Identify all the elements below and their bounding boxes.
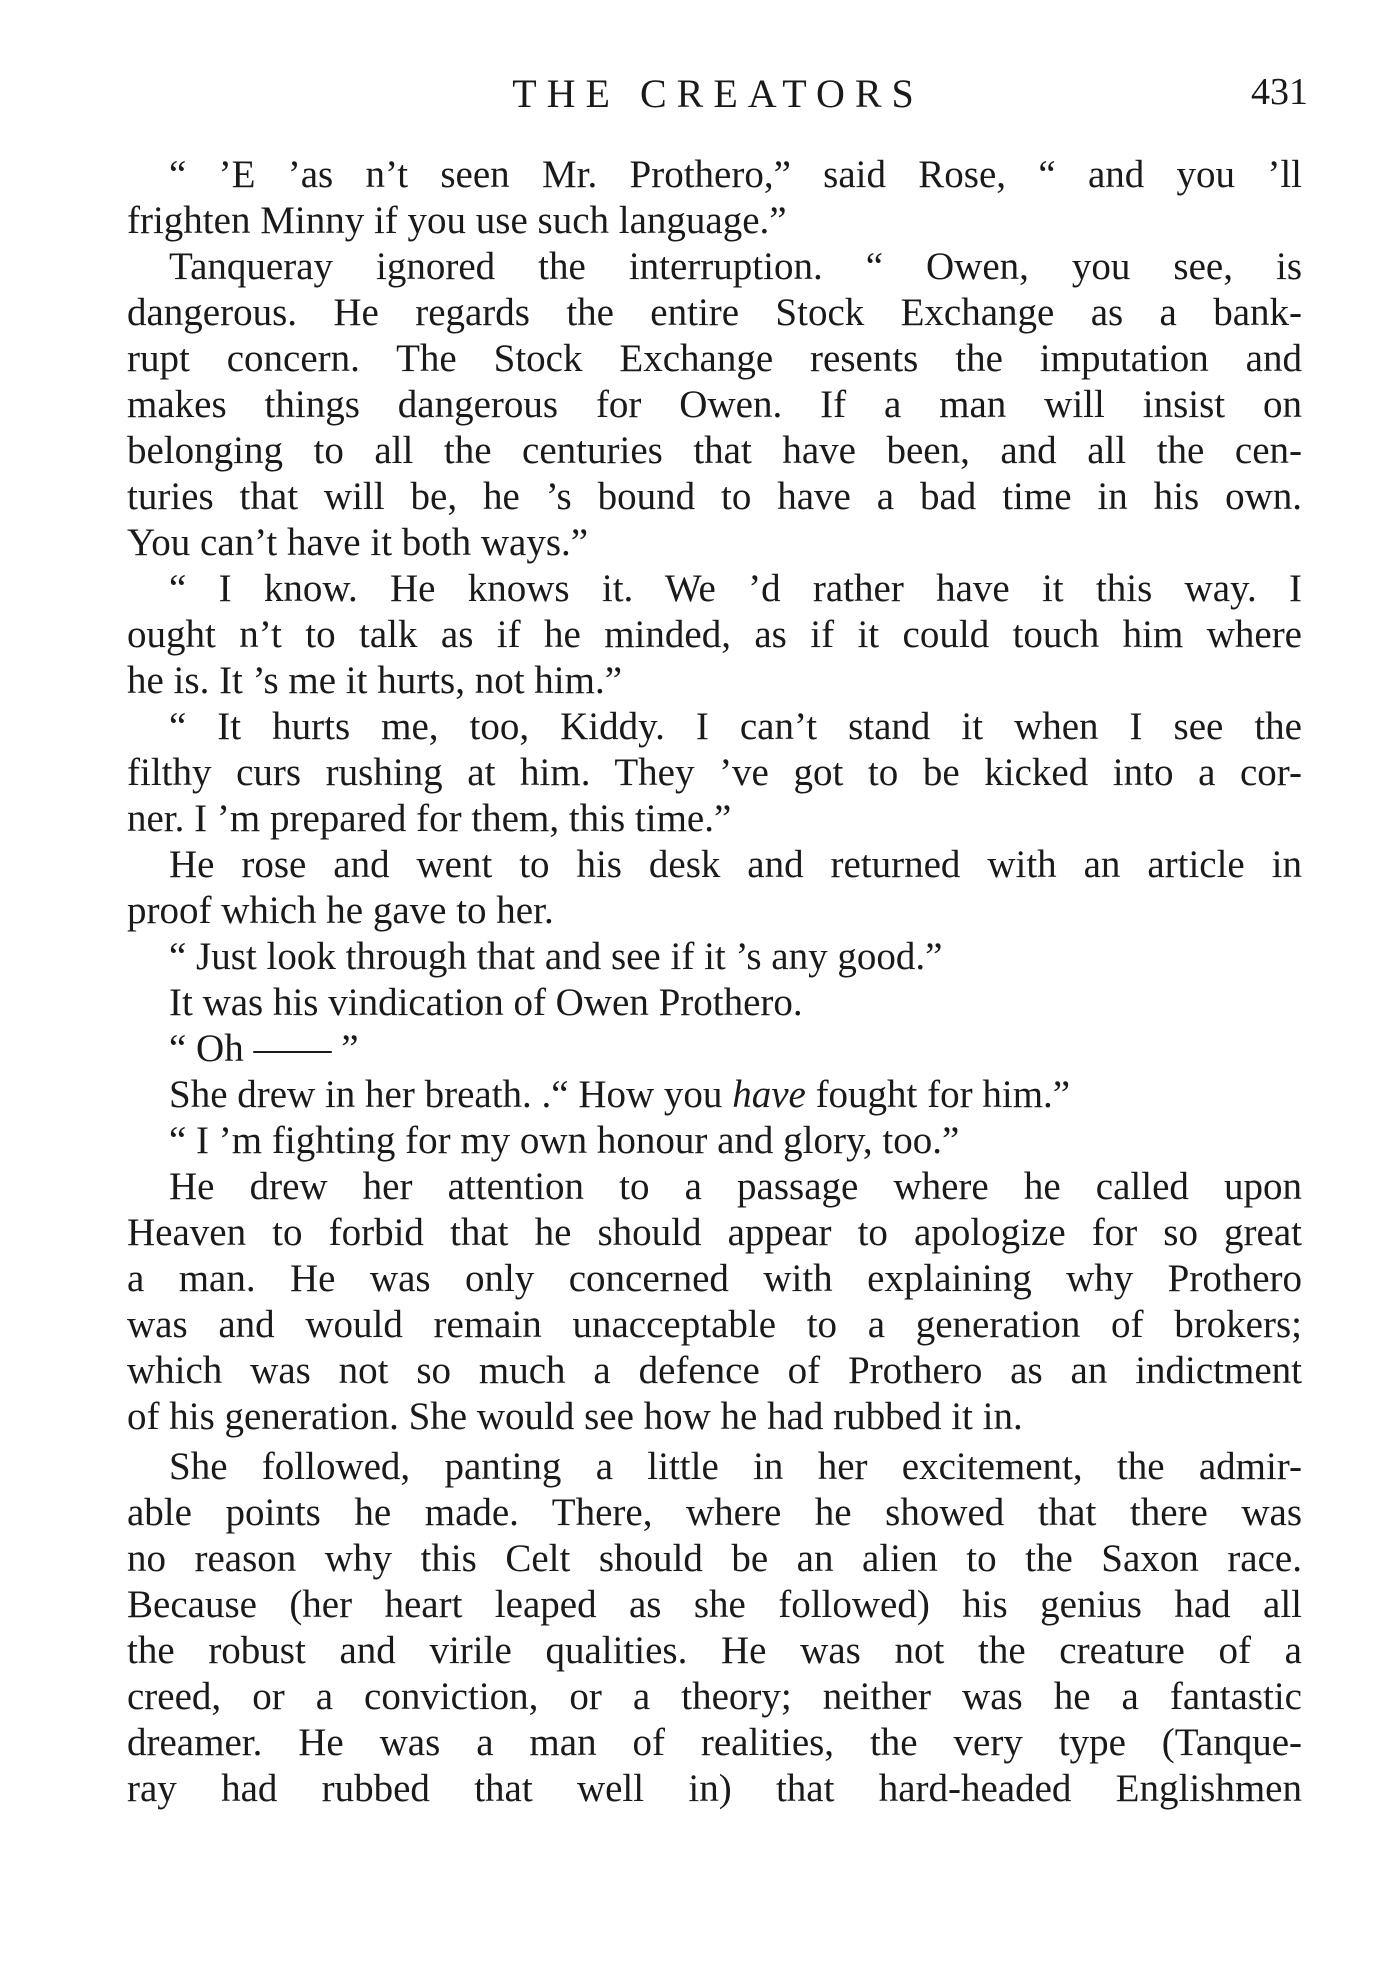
running-title: THE CREATORS (512, 71, 924, 116)
text-line: no reason why this Celt should be an alien to the Saxon race. (127, 1537, 1302, 1580)
text-line: dreamer. He was a man of realities, the very type (Tanque- (127, 1721, 1302, 1764)
text-line: of his generation. She would see how he had rubbed it in. (127, 1395, 1023, 1438)
text-line: He drew her attention to a passage where he called upon (169, 1165, 1302, 1208)
text-line: It was his vindication of Owen Prothero. (169, 981, 803, 1024)
text-line: creed, or a conviction, or a theory; neither was he a fantastic (127, 1675, 1302, 1718)
text-line: rupt concern. The Stock Exchange resents the imputation and (127, 337, 1302, 380)
text-line: belonging to all the centuries that have been, and all the cen- (127, 429, 1302, 472)
text-line: turies that will be, he ’s bound to have a bad time in his own. (127, 475, 1302, 518)
text-line: Tanqueray ignored the interruption. “ Owen, you see, is (169, 245, 1302, 288)
text-line: ray had rubbed that well in) that hard-headed Englishmen (127, 1767, 1302, 1810)
text-line: She followed, panting a little in her excitement, the admir- (169, 1445, 1302, 1488)
text-line: ner. I ’m prepared for them, this time.” (127, 797, 732, 840)
text-segment: She drew in her breath. .“ How you (169, 1073, 733, 1116)
text-line: dangerous. He regards the entire Stock Exchange as a bank- (127, 291, 1302, 334)
text-line: “ It hurts me, too, Kiddy. I can’t stand it when I see the (169, 705, 1302, 748)
body-text (127, 152, 1302, 1812)
text-line: he is. It ’s me it hurts, not him.” (127, 659, 623, 702)
text-line: He rose and went to his desk and returned with an article in (169, 843, 1302, 886)
text-line: which was not so much a defence of Prothero as an indictment (127, 1349, 1302, 1392)
text-line: the robust and virile qualities. He was not the creature of a (127, 1629, 1302, 1672)
text-line: You can’t have it both ways.” (127, 521, 589, 564)
text-line: filthy curs rushing at him. They ’ve got to be kicked into a cor- (127, 751, 1302, 794)
page-header (128, 70, 1308, 118)
page-number: 431 (1251, 71, 1308, 113)
text-line: “ I ’m fighting for my own honour and glory, too.” (169, 1119, 960, 1162)
text-line: Heaven to forbid that he should appear to apologize for so great (127, 1211, 1302, 1254)
text-line: was and would remain unacceptable to a generation of brokers; (127, 1303, 1302, 1346)
text-line: ought n’t to talk as if he minded, as if it could touch him where (127, 613, 1302, 656)
text-line: a man. He was only concerned with explaining why Prothero (127, 1257, 1302, 1300)
text-line (127, 1072, 1302, 1118)
text-line: proof which he gave to her. (127, 889, 554, 932)
text-line: able points he made. There, where he showed that there was (127, 1491, 1302, 1534)
text-line: “ Oh —— ” (169, 1027, 359, 1070)
text-line: “ ’E ’as n’t seen Mr. Prothero,” said Rose, “ and you ’ll (169, 153, 1302, 196)
text-line: “ I know. He knows it. We ’d rather have it this way. I (169, 567, 1302, 610)
text-line: Because (her heart leaped as she followed) his genius had all (127, 1583, 1302, 1626)
emphasis-text: have (732, 1073, 806, 1116)
text-line: makes things dangerous for Owen. If a man will insist on (127, 383, 1302, 426)
text-segment: fought for him.” (805, 1073, 1071, 1116)
text-line: frighten Minny if you use such language.” (127, 199, 787, 242)
text-line: “ Just look through that and see if it ’s any good.” (169, 935, 943, 978)
